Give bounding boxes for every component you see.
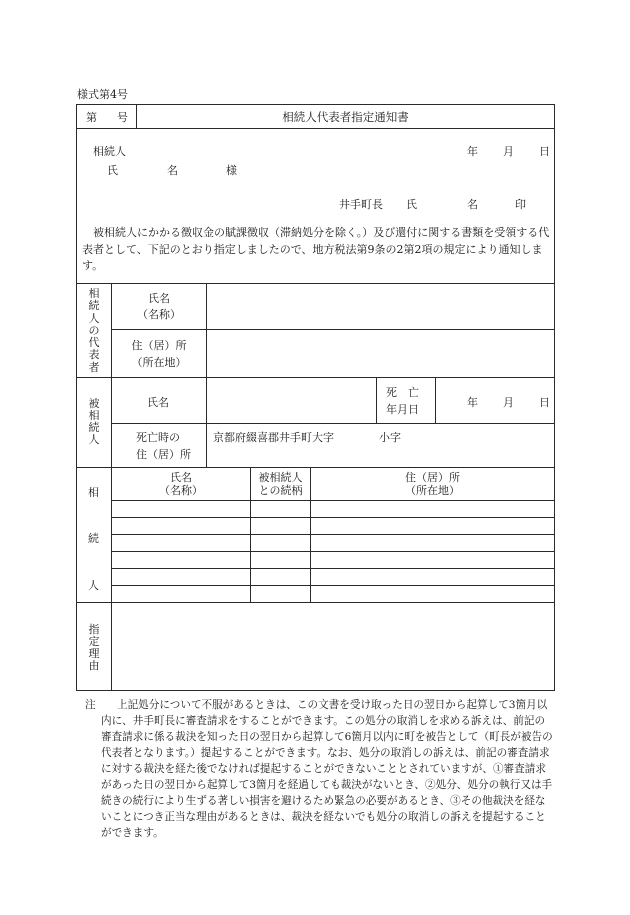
addressee-name-char-2: 名 — [167, 164, 178, 177]
frame-top — [76, 104, 555, 105]
heirs-row-line-4 — [111, 568, 555, 569]
heirs-section-char-3: 人 — [88, 579, 99, 592]
deceased-field-divider — [206, 377, 207, 467]
deceased-death-label-2: 年月日 — [386, 403, 419, 416]
header-date-year: 年 — [467, 145, 478, 158]
heirs-col-relation-header — [251, 472, 310, 497]
heirs-row-line-2 — [111, 534, 555, 535]
doc-number-label: 第 — [86, 111, 97, 124]
deceased-date-day: 日 — [539, 396, 550, 409]
deceased-mid — [111, 423, 555, 424]
heirs-section-char-1: 相 — [88, 486, 99, 499]
heirs-top — [76, 467, 555, 468]
deceased-death-col-right — [435, 377, 436, 423]
deceased-death-col-left — [376, 377, 377, 423]
heirs-col-address-main: 住（居）所 — [405, 471, 460, 484]
representative-name-label — [112, 291, 206, 323]
deceased-top — [76, 377, 555, 378]
form-number: 様式第4号 — [77, 88, 128, 101]
heirs-col-address-sub: （所在地） — [405, 483, 460, 497]
reason-label-divider — [111, 602, 112, 690]
issuer-title: 井手町長 — [339, 198, 383, 211]
representative-name-label-main: 氏名 — [148, 292, 170, 305]
heirs-col-name-header — [112, 472, 250, 497]
heirs-col-relation-sub: との続柄 — [258, 483, 303, 497]
reason-section-label: 指定理由 — [88, 623, 100, 672]
addressee-honorific: 様 — [226, 164, 237, 177]
header-date-day: 日 — [539, 145, 550, 158]
document-title: 相続人代表者指定通知書 — [282, 110, 409, 124]
header-date-month: 月 — [503, 145, 514, 158]
heirs-col-address-header — [311, 472, 554, 497]
deceased-address-label — [136, 429, 191, 463]
deceased-address-koaza: 小字 — [379, 431, 401, 444]
frame-bottom — [76, 690, 555, 691]
heirs-col-name-sub: （名称） — [159, 483, 203, 497]
heirs-col-name-main: 氏名 — [170, 471, 192, 484]
heirs-header-bottom — [111, 500, 555, 501]
representative-section-label: 相続人の代表者 — [88, 287, 100, 374]
heirs-row-line-3 — [111, 551, 555, 552]
deceased-address-label-2: 住（居）所 — [136, 448, 191, 461]
representative-address-label — [112, 337, 206, 371]
representative-address-label-main: 住（居）所 — [131, 339, 187, 352]
deceased-label-divider — [111, 377, 112, 467]
heirs-row-line-1 — [111, 517, 555, 518]
appeal-note-label: 注 — [85, 699, 96, 711]
doc-number-suffix: 号 — [117, 111, 128, 124]
representative-top — [76, 283, 555, 284]
heirs-col-relation-main: 被相続人 — [258, 471, 303, 484]
deceased-section-label: 被相続人 — [88, 397, 100, 446]
title-row-bottom — [76, 128, 555, 129]
deceased-address-label-1: 死亡時の — [136, 431, 180, 444]
representative-address-label-sub: （所在地） — [131, 356, 187, 369]
deceased-address-value: 京都府綴喜郡井手町大字 — [213, 431, 334, 444]
deceased-name-label: 氏名 — [147, 396, 169, 409]
issuer-seal: 印 — [515, 198, 526, 211]
heirs-row-line-5 — [111, 585, 555, 586]
addressee-label: 相続人 — [93, 145, 126, 158]
deceased-date-month: 月 — [503, 396, 514, 409]
deceased-date-year: 年 — [467, 396, 478, 409]
issuer-name-char-1: 氏 — [406, 198, 417, 211]
intro-paragraph: 被相続人にかかる徴収金の賦課徴収（滞納処分を除く。）及び還付に関する書類を受領する代表者として、下記のとおり指定しましたので、地方税法第9条の2第2項の規定により通知します。 — [82, 226, 550, 272]
deceased-death-label-1: 死 亡 — [386, 386, 419, 399]
addressee-name-char-1: 氏 — [107, 164, 118, 177]
issuer-name-char-2: 名 — [467, 198, 478, 211]
representative-name-label-sub: （名称） — [137, 308, 181, 321]
representative-field-divider — [206, 283, 207, 377]
heirs-section-char-2: 続 — [88, 532, 99, 545]
reason-top — [76, 602, 555, 603]
representative-mid — [111, 329, 555, 330]
appeal-note-text: 上記処分について不服があるときは、この文書を受け取った日の翌日から起算して3箇月以内に、井手町長に審査請求をすることができます。この処分の取消しを求める訴えは、前記の審査請求に係る裁決を知った日の翌日から起算して6箇月以内に町を被告として（町長が被告の代表者となります。）提起することができます。なお、処分の取消しの訴えは、前記の審査請求に対する裁決を経た後でなければ提起することができないこととされていますが、①審査請求があった日の翌日から起算して3箇月を経過しても裁決がないとき、②処分、処分の執行又は手続きの続行により生ずる著しい損害を避けるため緊急の必要があるとき、③その他裁決を経ないことにつき正当な理由があるときは、裁決を経ないでも処分の取消しの訴えを提起することができます。 — [101, 699, 553, 839]
deceased-death-label — [386, 384, 419, 418]
